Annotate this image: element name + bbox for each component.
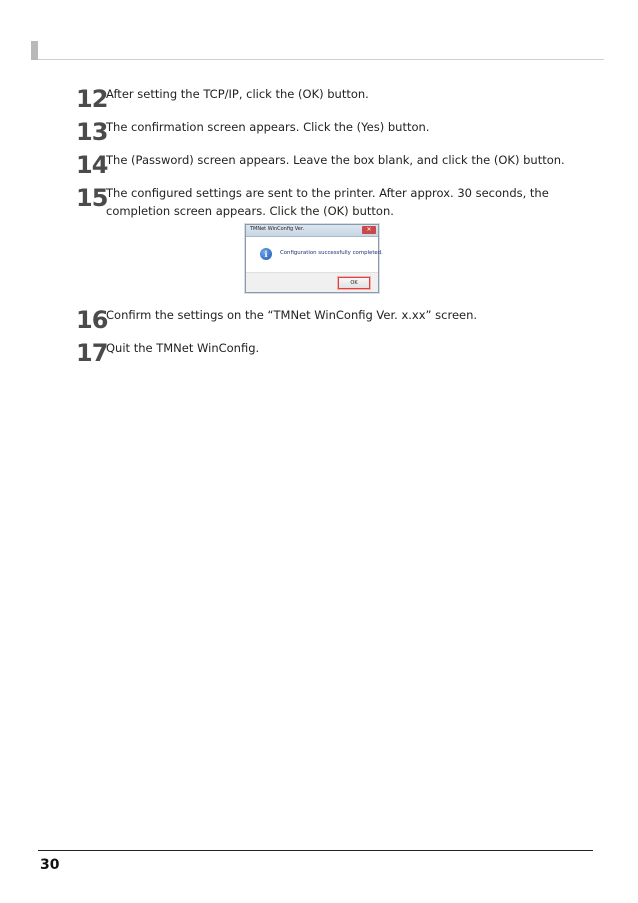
dialog-footer	[246, 272, 378, 292]
dialog-body	[246, 237, 383, 272]
step-number: 15	[76, 184, 108, 212]
dialog-titlebar	[246, 225, 378, 237]
dialog-title: TMNet WinConfig Ver.	[250, 226, 305, 232]
info-icon: i	[260, 248, 272, 260]
step-text: After setting the TCP/IP, click the (OK) button.	[106, 87, 369, 101]
step-number: 12	[76, 85, 108, 113]
completion-dialog	[245, 224, 383, 293]
step-text: The configured settings are sent to the printer. After approx. 30 seconds, the completion screen appears. Click the (OK) button.	[106, 186, 549, 218]
page-number: 30	[40, 857, 60, 873]
step-text: The confirmation screen appears. Click the (Yes) button.	[106, 120, 430, 134]
footer-rule	[38, 850, 593, 851]
ok-button[interactable]: OK	[338, 277, 370, 289]
header-bar	[31, 41, 38, 60]
step-text: Confirm the settings on the “TMNet WinConfig Ver. x.xx” screen.	[106, 308, 478, 322]
step-number: 14	[76, 151, 108, 179]
step-text: Quit the TMNet WinConfig.	[106, 341, 260, 355]
step-number: 13	[76, 118, 108, 146]
close-icon[interactable]: ✕	[362, 226, 376, 234]
step-number: 17	[76, 339, 108, 367]
header-rule	[38, 59, 604, 60]
step-number: 16	[76, 306, 108, 334]
step-text: The (Password) screen appears. Leave the box blank, and click the (OK) button.	[106, 153, 565, 167]
dialog-message: Configuration successfully completed.	[280, 250, 383, 256]
